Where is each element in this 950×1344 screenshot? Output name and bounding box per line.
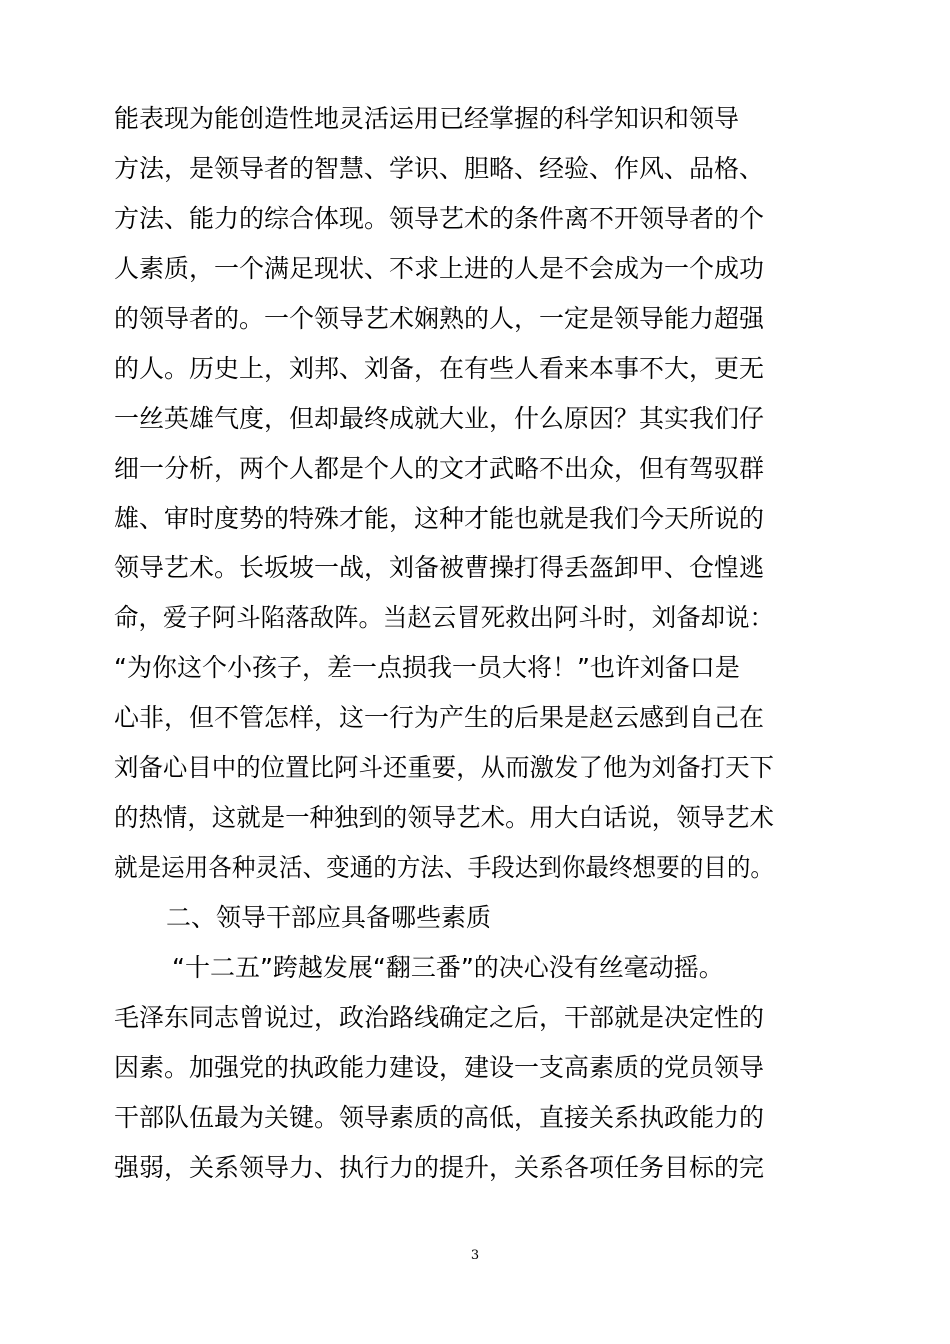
text-line: 领导艺术。长坂坡一战，刘备被曹操打得丢盔卸甲、仓惶逃	[114, 553, 765, 583]
text-line: 方法、能力的综合体现。领导艺术的条件离不开领导者的个	[114, 203, 765, 233]
text-line: “为你这个小孩子，差一点损我一员大将！”也许刘备口是	[114, 653, 740, 683]
text-line: 方法，是领导者的智慧、学识、胆略、经验、作风、品格、	[114, 153, 765, 183]
text-line: 刘备心目中的位置比阿斗还重要，从而激发了他为刘备打天下	[114, 753, 774, 783]
text-line: 人素质，一个满足现状、不求上进的人是不会成为一个成功	[114, 253, 765, 283]
text-line: 就是运用各种灵活、变通的方法、手段达到你最终想要的目的。	[114, 853, 774, 883]
text-line: 雄、审时度势的特殊才能，这种才能也就是我们今天所说的	[114, 503, 765, 533]
text-line: 一丝英雄气度，但却最终成就大业，什么原因？其实我们仔	[114, 403, 765, 433]
text-line: 命，爱子阿斗陷落敌阵。当赵云冒死救出阿斗时，刘备却说：	[114, 603, 774, 633]
body-text	[114, 94, 774, 1193]
text-line: 干部队伍最为关键。领导素质的高低，直接关系执政能力的	[114, 1102, 765, 1132]
page-number: 3	[470, 1248, 480, 1263]
text-line: 细一分析，两个人都是个人的文才武略不出众，但有驾驭群	[114, 453, 765, 483]
text-line: “十二五”跨越发展“翻三番”的决心没有丝毫动摇。	[172, 952, 724, 982]
text-line: 的领导者的。一个领导艺术娴熟的人，一定是领导能力超强	[114, 303, 765, 333]
text-line: 的热情，这就是一种独到的领导艺术。用大白话说，领导艺术	[114, 803, 774, 833]
text-line: 因素。加强党的执政能力建设，建设一支高素质的党员领导	[114, 1052, 765, 1082]
section-heading: 二、领导干部应具备哪些素质	[166, 903, 492, 932]
text-line: 强弱，关系领导力、执行力的提升，关系各项任务目标的完	[114, 1152, 765, 1182]
text-line: 心非，但不管怎样，这一行为产生的后果是赵云感到自己在	[114, 703, 765, 733]
text-line: 毛泽东同志曾说过，政治路线确定之后，干部就是决定性的	[114, 1002, 765, 1032]
text-line: 能表现为能创造性地灵活运用已经掌握的科学知识和领导	[114, 104, 740, 133]
text-line: 的人。历史上，刘邦、刘备，在有些人看来本事不大，更无	[114, 353, 765, 383]
